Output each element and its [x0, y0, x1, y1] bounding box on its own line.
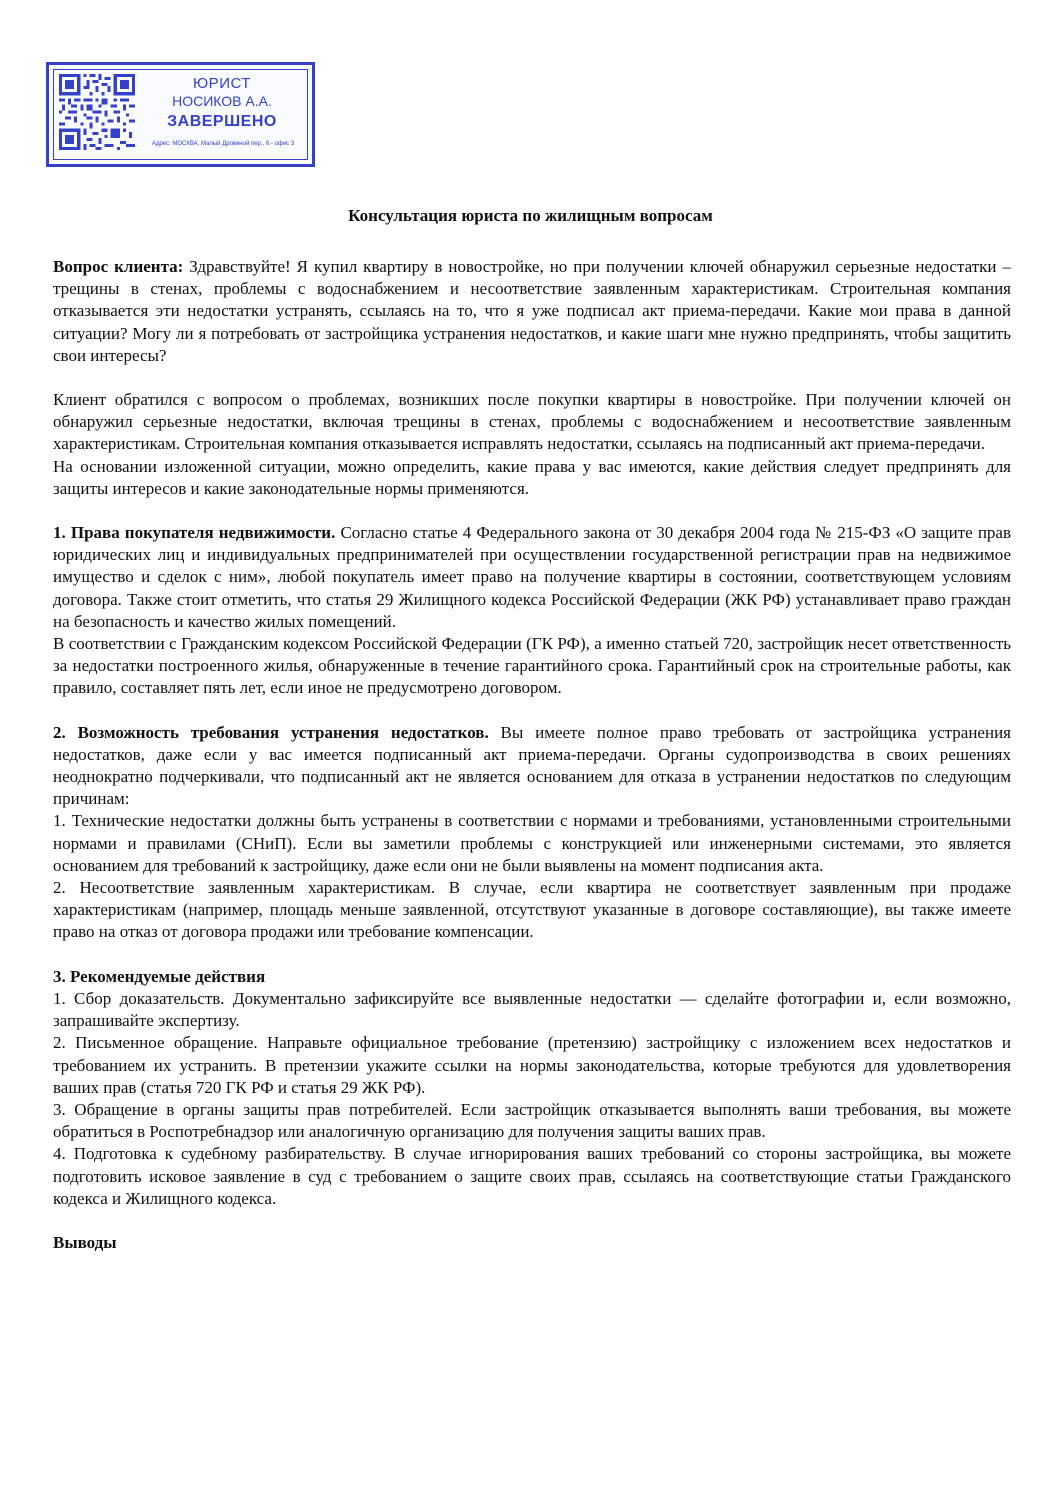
section-3-item-4: 4. Подготовка к судебному разбирательству. В случае игнорирования ваших требований со стороны застройщика, вы можете подготовить исковое заявление в суд с требованием о защите своих прав, ссылаясь на соответствующие статьи Гражданского кодекса и Жилищного кодекса. [53, 1144, 1011, 1208]
conclusions-heading-text: Выводы [53, 1232, 117, 1252]
stamp-lawyer-name: НОСИКОВ А.А. [172, 93, 272, 109]
stamp-address: Адрес: МОСКВА, Малый Дровяной пер., 6 - офис 3 [151, 141, 295, 147]
lawyer-stamp [46, 62, 315, 167]
client-question [53, 256, 1011, 367]
section-3-heading-text: 3. Рекомендуемые действия [53, 966, 266, 986]
stamp-title: ЮРИСТ [193, 75, 251, 92]
intro-paragraph-2: На основании изложенной ситуации, можно определить, какие права у вас имеются, какие действия следует предпринять для защиты интересов и какие законодательные нормы применяются. [53, 456, 1011, 498]
section-2-heading: 2. Возможность требования устранения недостатков. [53, 722, 489, 742]
section-2-text: Вы имеете полное право требовать от застройщика устранения недостатков, даже если у вас имеется подписанный акт приема-передачи. Органы судопроизводства в своих решениях неоднократно подчеркивали, что подписанный акт не является основанием для отказа в устранении недостатков по следующим причинам: [53, 722, 1011, 809]
section-1-paragraph-2: В соответствии с Гражданским кодексом Российской Федерации (ГК РФ), а именно статьей 720, застройщик несет ответственность за недостатки построенного жилья, обнаруженные в течение гарантийного срока. Гарантийный срок на строительные работы, как правило, составляет пять лет, если иное не предусмотрено договором. [53, 634, 1011, 698]
stamp-status: ЗАВЕРШЕНО [167, 113, 277, 130]
section-3-item-2: 2. Письменное обращение. Направьте официальное требование (претензию) застройщику с изложением всех недостатков и требованием их устранить. В претензии укажите ссылки на нормы законодательства, которые требуются для удовлетворения ваших прав (статья 720 ГК РФ и статья 29 ЖК РФ). [53, 1033, 1011, 1097]
conclusions-heading [53, 1232, 1011, 1254]
section-1-paragraph [53, 522, 1011, 633]
section-1-heading: 1. Права покупателя недвижимости. [53, 523, 336, 543]
section-1-text: Согласно статье 4 Федерального закона от 30 декабря 2004 года № 215-ФЗ «О защите прав юридических лиц и индивидуальных предпринимателей при осуществлении государственной регистрации прав на недвижимое имущество и сделок с ним», любой покупатель имеет право на получение квартиры в состоянии, соответствующем условиям договора. Также стоит отметить, что статья 29 Жилищного кодекса Российской Федерации (ЖК РФ) устанавливает право граждан на безопасность и качество жилых помещений. [53, 523, 1011, 631]
document-title: Консультация юриста по жилищным вопросам [348, 206, 713, 225]
section-3-item-1: 1. Сбор доказательств. Документально зафиксируйте все выявленные недостатки — сделайте фотографии и, если возможно, запрашивайте экспертизу. [53, 988, 1011, 1031]
document-body [53, 256, 1011, 1254]
question-text: Здравствуйте! Я купил квартиру в новостройке, но при получении ключей обнаружил серьезные недостатки – трещины в стенах, проблемы с водоснабжением и несоответствие заявленным характеристикам. Строительная компания отказывается эти недостатки устранять, ссылаясь на то, что я уже подписал акт приема-передачи. Какие мои права в данной ситуации? Могу ли я потребовать от застройщика устранения недостатков, и какие шаги мне нужно предпринять, чтобы защитить свои интересы? [53, 257, 1011, 365]
qr-code-icon [59, 74, 135, 150]
question-label: Вопрос клиента: [53, 257, 184, 276]
section-2-item-1: 1. Технические недостатки должны быть устранены в соответствии с нормами и требованиями, установленными строительными нормами и правилами (СНиП). Если вы заметили проблемы с конструкцией или инженерными системами, это является основанием для требований к застройщику, даже если они не были выявлены на момент подписания акта. [53, 811, 1011, 875]
section-3-heading [53, 966, 1011, 988]
section-3-item-3: 3. Обращение в органы защиты прав потребителей. Если застройщик отказывается выполнять ваши требования, вы можете обратиться в Роспотребнадзор или аналогичную организацию для получения защиты ваших прав. [53, 1099, 1011, 1142]
section-2-item-2: 2. Несоответствие заявленным характеристикам. В случае, если квартира не соответствует заявленным при продаже характеристикам (например, площадь меньше заявленной, отсутствуют указанные в договоре составляющие), вы также имеете право на отказ от договора продажи или требование компенсации. [53, 878, 1011, 942]
section-2-paragraph [53, 722, 1011, 811]
intro-paragraph-1: Клиент обратился с вопросом о проблемах, возникших после покупки квартиры в новостройке. При получении ключей он обнаружил серьезные недостатки, включая трещины в стенах, проблемы с водоснабжением и несоответствие заявленным характеристикам. Строительная компания отказывается исправлять недостатки, ссылаясь на подписанный акт приема-передачи. [53, 390, 1011, 454]
